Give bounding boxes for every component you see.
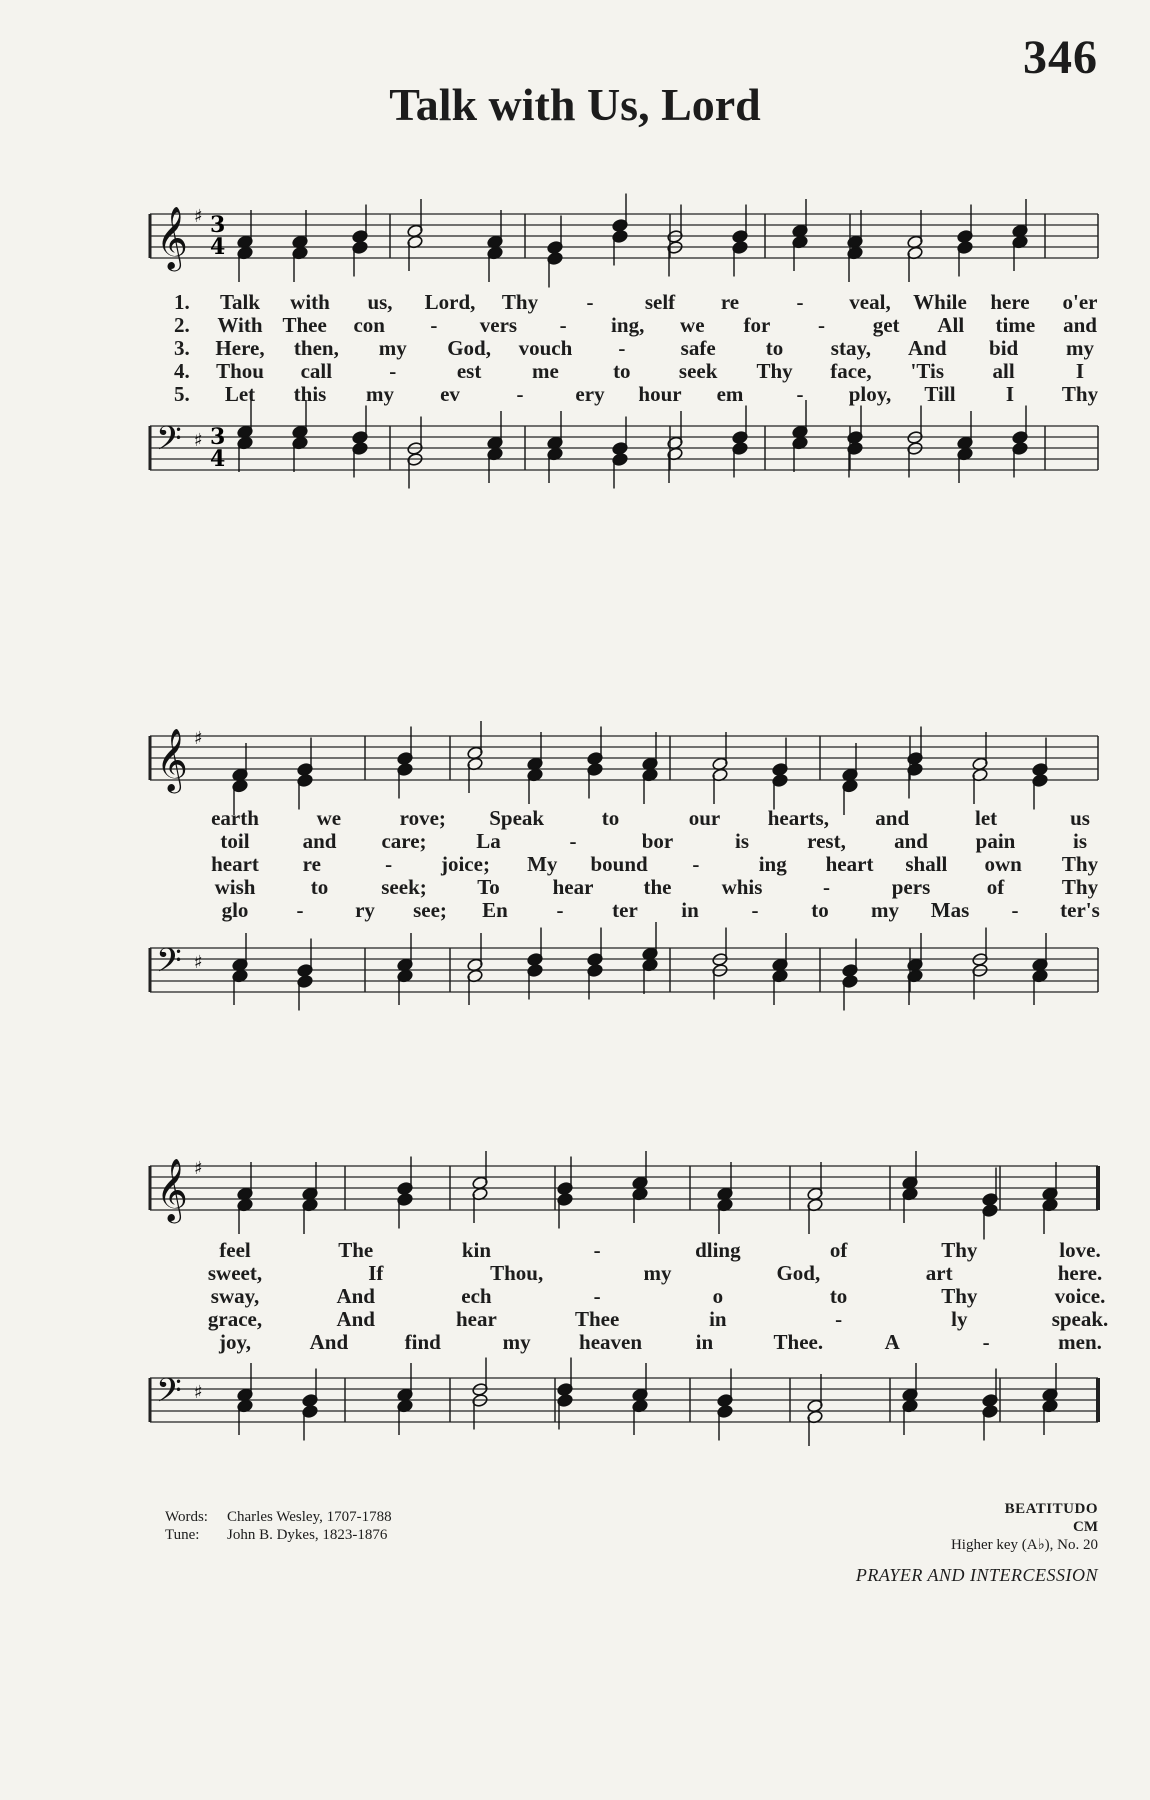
lyric-syllable: o <box>712 1284 724 1308</box>
higher-key-note: Higher key (A♭), No. 20 <box>950 1537 1098 1553</box>
hyphen: - <box>692 852 700 876</box>
treble-clef-icon: 𝄞 <box>156 1158 188 1221</box>
hyphen: - <box>835 1307 843 1331</box>
hyphen: - <box>982 1330 990 1354</box>
lyric-syllable: ing, <box>611 313 645 337</box>
lyric-syllable: sway, <box>210 1284 260 1308</box>
bass-clef-icon: 𝄢 <box>156 420 182 466</box>
lyric-syllable: Thy <box>941 1238 978 1262</box>
lyric-syllable: time <box>995 313 1036 337</box>
lyric-syllable: to <box>310 875 329 899</box>
lyric-syllable: ech <box>461 1284 492 1308</box>
treble-clef-icon: 𝄞 <box>156 206 188 269</box>
lyric-syllable: own <box>984 852 1022 876</box>
lyric-line <box>150 1238 1101 1262</box>
lyric-syllable: us, <box>367 290 393 314</box>
bass-staff <box>150 1374 1098 1422</box>
lyric-syllable: The <box>338 1238 374 1262</box>
lyric-syllable: my <box>378 336 407 360</box>
lyric-line <box>150 382 1098 406</box>
lyric-line <box>150 290 1098 314</box>
category: PRAYER AND INTERCESSION <box>855 1565 1098 1585</box>
lyric-syllable: art <box>925 1261 953 1285</box>
lyric-syllable: us <box>1070 806 1090 830</box>
lyric-syllable: here. <box>1057 1261 1103 1285</box>
lyric-line <box>150 336 1098 360</box>
tune-info <box>856 1500 1098 1584</box>
lyric-syllable: heart <box>211 852 259 876</box>
lyric-syllable: Till <box>924 382 956 406</box>
lyric-syllable: Thy <box>1061 875 1099 899</box>
lyric-syllable: and <box>302 829 337 853</box>
hymn-title: Talk with Us, Lord <box>389 79 761 130</box>
lyric-syllable: feel <box>219 1238 251 1262</box>
hyphen: - <box>823 875 830 899</box>
lyric-syllable: est <box>456 359 482 383</box>
bass-clef-icon: 𝄢 <box>156 1372 182 1418</box>
lyric-syllable: rest, <box>807 829 846 853</box>
lyric-syllable: voice. <box>1054 1284 1106 1308</box>
hyphen: - <box>569 829 577 853</box>
hyphen: - <box>618 336 626 360</box>
lyric-syllable: speak. <box>1051 1307 1109 1331</box>
hyphen: - <box>593 1238 601 1262</box>
lyric-syllable: to <box>829 1284 848 1308</box>
treble-staff-svg <box>150 1158 1098 1232</box>
hyphen: - <box>385 852 393 876</box>
lyric-syllable: the <box>643 875 672 899</box>
lyric-syllable: veal, <box>849 290 891 314</box>
lyric-syllable: Thee. <box>773 1330 824 1354</box>
treble-clef-icon: 𝄞 <box>156 728 188 791</box>
lyric-syllable: wish <box>214 875 256 899</box>
lyric-syllable: Thy <box>941 1284 978 1308</box>
credits <box>165 1508 392 1544</box>
lyric-syllable: face, <box>830 359 872 383</box>
lyric-line <box>150 829 1098 853</box>
lyric-syllable: ry <box>355 898 375 922</box>
hyphen: - <box>389 359 397 383</box>
lyric-syllable: Let <box>224 382 256 406</box>
lyric-syllable: with <box>290 290 330 314</box>
lyric-syllable: And <box>908 336 947 360</box>
lyric-syllable: to <box>765 336 784 360</box>
lyric-syllable: this <box>293 382 327 406</box>
lyric-syllable: love. <box>1059 1238 1101 1262</box>
lyric-syllable: And <box>336 1284 375 1308</box>
lyric-syllable: my <box>366 382 394 406</box>
lyric-syllable: hour <box>638 382 682 406</box>
lyric-syllable: to <box>811 898 829 922</box>
lyric-syllable: to <box>613 359 631 383</box>
lyric-syllable: men. <box>1058 1330 1102 1354</box>
key-signature-sharp-icon: ♯ <box>194 1382 203 1403</box>
lyric-syllable: bid <box>989 336 1019 360</box>
lyric-syllable: Thy <box>501 290 539 314</box>
verse-number: 5. <box>174 382 190 406</box>
tune-label: Tune: <box>165 1527 200 1543</box>
lyric-line <box>150 1284 1106 1308</box>
lyric-syllable: whis <box>721 875 763 899</box>
lyric-line <box>150 875 1098 899</box>
lyric-line <box>150 1261 1103 1285</box>
lyric-line <box>150 1307 1109 1331</box>
verse-number: 3. <box>174 336 190 360</box>
lyric-syllable: let <box>975 806 998 830</box>
hyphen: - <box>593 1284 601 1308</box>
lyric-syllable: in <box>695 1330 714 1354</box>
lyric-syllable: ing <box>758 852 787 876</box>
lyric-syllable: seek; <box>381 875 427 899</box>
lyric-line <box>150 806 1098 830</box>
lyric-syllable: My <box>527 852 558 876</box>
lyric-syllable: dling <box>695 1238 741 1262</box>
lyric-syllable: ly <box>951 1307 968 1331</box>
lyric-syllable: my <box>871 898 899 922</box>
lyric-syllable: Lord, <box>424 290 476 314</box>
lyric-syllable: ter's <box>1060 898 1100 922</box>
verse-number: 2. <box>174 313 190 337</box>
bass-staff <box>150 422 1098 470</box>
key-signature-sharp-icon: ♯ <box>194 952 203 973</box>
lyric-syllable: All <box>937 313 965 337</box>
lyric-syllable: toil <box>220 829 250 853</box>
lyric-syllable: Thy <box>1061 382 1099 406</box>
lyric-syllable: call <box>300 359 333 383</box>
lyric-syllable: A <box>884 1330 900 1354</box>
lyric-line <box>150 313 1098 337</box>
hyphen: - <box>1011 898 1019 922</box>
lyric-syllable: then, <box>293 336 339 360</box>
key-signature-sharp-icon: ♯ <box>194 430 203 451</box>
lyric-syllable: o'er <box>1062 290 1098 314</box>
lyric-syllable: bor <box>641 829 674 853</box>
time-signature-top: 3 <box>210 424 226 450</box>
lyric-syllable: my <box>1066 336 1094 360</box>
tune-name: BEATITUDO <box>1004 1501 1098 1517</box>
hyphen: - <box>516 382 524 406</box>
lyric-syllable: Thou <box>216 359 264 383</box>
bass-clef-icon: 𝄢 <box>156 942 182 988</box>
lyric-syllable: Thy <box>1061 852 1099 876</box>
lyric-syllable: glo <box>221 898 249 922</box>
lyric-syllable: self <box>644 290 676 314</box>
lyric-syllable: I <box>1005 382 1015 406</box>
lyric-line <box>150 852 1098 876</box>
tune-author: John B. Dykes, 1823-1876 <box>227 1527 388 1543</box>
lyric-syllable: Speak <box>489 806 545 830</box>
verse-number: 4. <box>174 359 190 383</box>
lyric-syllable: Talk <box>219 290 261 314</box>
lyric-syllable: I <box>1075 359 1085 383</box>
lyric-syllable: And <box>336 1307 375 1331</box>
lyric-syllable: in <box>709 1307 727 1331</box>
lyric-syllable: our <box>688 806 721 830</box>
lyric-syllable: If <box>368 1261 384 1285</box>
lyric-syllable: is <box>734 829 750 853</box>
lyric-syllable: and <box>1063 313 1097 337</box>
lyric-syllable: kin <box>461 1238 492 1262</box>
lyric-syllable: in <box>681 898 699 922</box>
verse-number: 1. <box>174 290 190 314</box>
hyphen: - <box>818 313 826 337</box>
lyric-syllable: rove; <box>399 806 446 830</box>
hyphen: - <box>430 313 438 337</box>
hyphen: - <box>751 898 759 922</box>
lyric-syllable: ev <box>440 382 460 406</box>
lyric-line <box>150 359 1098 383</box>
lyric-syllable: Thy <box>756 359 793 383</box>
lyric-syllable: vers <box>479 313 518 337</box>
lyric-syllable: shall <box>905 852 948 876</box>
lyric-syllable: for <box>743 313 771 337</box>
lyric-syllable: While <box>913 290 967 314</box>
lyric-syllable: my <box>502 1330 531 1354</box>
lyric-syllable: joy, <box>218 1330 252 1354</box>
lyric-syllable: ter <box>612 898 638 922</box>
treble-staff <box>150 728 1098 791</box>
hyphen: - <box>796 382 804 406</box>
lyric-syllable: hearts, <box>767 806 829 830</box>
time-signature-top: 3 <box>210 212 226 238</box>
hyphen: - <box>296 898 304 922</box>
words-author: Charles Wesley, 1707-1788 <box>227 1509 392 1525</box>
lyric-line <box>150 898 1098 922</box>
hymn-number: 346 <box>1023 31 1098 84</box>
time-signature-bottom: 4 <box>210 446 226 472</box>
lyric-syllable: Thee <box>574 1307 620 1331</box>
lyric-syllable: 'Tis <box>910 359 944 383</box>
lyric-syllable: earth <box>211 806 259 830</box>
lyric-syllable: me <box>532 359 559 383</box>
key-signature-sharp-icon: ♯ <box>194 728 203 749</box>
lyric-syllable: care; <box>381 829 427 853</box>
lyric-syllable: To <box>477 875 500 899</box>
hyphen: - <box>556 898 564 922</box>
lyric-syllable: to <box>601 806 620 830</box>
lyric-syllable: get <box>872 313 900 337</box>
hyphen: - <box>586 290 594 314</box>
lyric-syllable: pers <box>891 875 931 899</box>
lyric-syllable: and <box>875 806 910 830</box>
bass-staff-svg <box>150 944 1098 1014</box>
lyric-line <box>150 1330 1102 1354</box>
lyric-syllable: see; <box>413 898 447 922</box>
lyric-syllable: heart <box>825 852 874 876</box>
lyric-syllable: we <box>680 313 705 337</box>
words-label: Words: <box>165 1509 208 1525</box>
lyric-syllable: bound <box>590 852 648 876</box>
lyric-syllable: La <box>476 829 501 853</box>
lyric-syllable: sweet, <box>207 1261 263 1285</box>
lyric-syllable: God, <box>776 1261 821 1285</box>
lyric-syllable: we <box>316 806 342 830</box>
lyric-syllable: em <box>716 382 744 406</box>
lyric-syllable: and <box>894 829 928 853</box>
lyric-syllable: re <box>720 290 740 314</box>
lyric-syllable: safe <box>680 336 716 360</box>
lyric-syllable: Thee <box>282 313 327 337</box>
lyric-syllable: pain <box>975 829 1016 853</box>
lyric-syllable: ploy, <box>848 382 892 406</box>
lyric-syllable: grace, <box>207 1307 263 1331</box>
lyric-syllable: ery <box>575 382 605 406</box>
hyphen: - <box>559 313 567 337</box>
lyric-syllable: of <box>829 1238 848 1262</box>
lyric-syllable: And <box>309 1330 349 1354</box>
lyric-syllable: find <box>404 1330 441 1354</box>
lyric-syllable: my <box>643 1261 672 1285</box>
bass-staff-svg <box>150 422 1098 492</box>
treble-staff <box>150 1158 1098 1221</box>
treble-staff-svg <box>150 728 1098 802</box>
lyric-syllable: heaven <box>579 1330 643 1354</box>
lyric-syllable: of <box>986 875 1005 899</box>
lyric-syllable: With <box>217 313 263 337</box>
meter: CM <box>1073 1519 1098 1535</box>
treble-staff-svg <box>150 206 1098 280</box>
lyric-syllable: Here, <box>215 336 265 360</box>
lyric-syllable: joice; <box>440 852 490 876</box>
lyric-syllable: seek <box>678 359 718 383</box>
lyric-syllable: Mas <box>930 898 970 922</box>
lyric-syllable: here <box>990 290 1030 314</box>
bass-staff-svg <box>150 1374 1098 1444</box>
lyric-syllable: con <box>353 313 385 337</box>
lyric-syllable: En <box>482 898 508 922</box>
key-signature-sharp-icon: ♯ <box>194 1158 203 1179</box>
bass-staff <box>150 944 1098 992</box>
hyphen: - <box>796 290 804 314</box>
lyric-syllable: Thou, <box>490 1261 544 1285</box>
lyric-syllable: re <box>302 852 321 876</box>
lyric-syllable: stay, <box>830 336 872 360</box>
lyric-syllable: hear <box>456 1307 497 1331</box>
lyric-syllable: hear <box>552 875 594 899</box>
treble-staff <box>150 206 1098 269</box>
lyric-syllable: all <box>992 359 1015 383</box>
lyric-syllable: God, <box>447 336 491 360</box>
lyric-syllable: is <box>1072 829 1088 853</box>
lyric-syllable: vouch <box>518 336 573 360</box>
key-signature-sharp-icon: ♯ <box>194 206 203 227</box>
time-signature-bottom: 4 <box>210 234 226 260</box>
